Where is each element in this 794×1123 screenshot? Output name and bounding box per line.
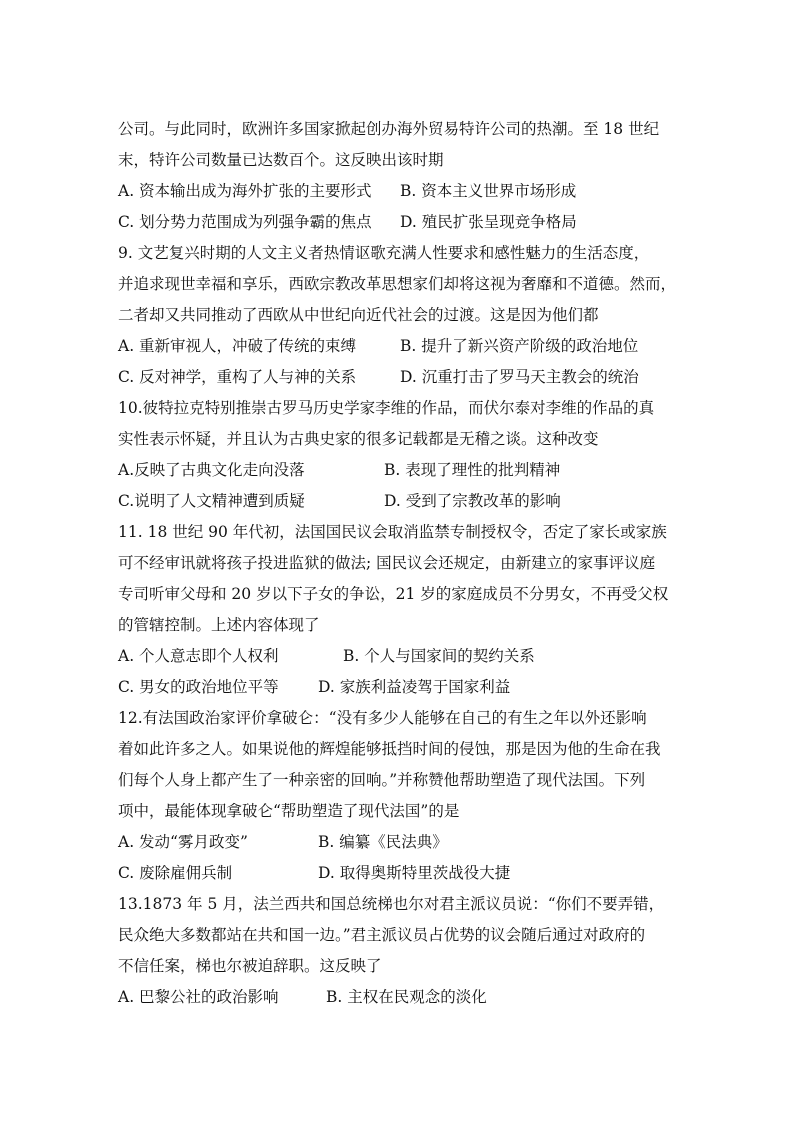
- text-line: 着如此许多之人。如果说他的辉煌能够抵挡时间的侵蚀，那是因为他的生命在我: [118, 740, 661, 758]
- option-b: B. 编纂《民法典》: [318, 833, 448, 851]
- text-line: 实性表示怀疑，并且认为古典史家的很多记载都是无稽之谈。这种改变: [118, 430, 599, 448]
- option-d: D. 殖民扩张呈现竞争格局: [400, 213, 577, 231]
- question-12-stem: 12.有法国政治家评价拿破仑：“没有多少人能够在自己的有生之年以外还影响: [118, 709, 647, 727]
- text-line: 末，特许公司数量已达数百个。这反映出该时期: [118, 151, 444, 169]
- option-a: A. 资本输出成为海外扩张的主要形式: [118, 182, 372, 200]
- text-line: 项中，最能体现拿破仑“帮助塑造了现代法国”的是: [118, 802, 460, 820]
- text-line: 的管辖控制。上述内容体现了: [118, 616, 320, 634]
- option-c: C. 废除雇佣兵制: [118, 864, 233, 882]
- option-row: [118, 486, 678, 517]
- option-row: [118, 672, 678, 703]
- text-line: 们每个人身上都产生了一种亲密的回响。”并称赞他帮助塑造了现代法国。下列: [118, 771, 646, 789]
- option-row: [118, 641, 678, 672]
- option-row: [118, 207, 678, 238]
- option-a: A. 个人意志即个人权利: [118, 647, 279, 665]
- option-a: A. 重新审视人，冲破了传统的束缚: [118, 337, 357, 355]
- option-d: D. 沉重打击了罗马天主教会的统治: [400, 368, 639, 386]
- question-13-stem: 13.1873 年 5 月，法兰西共和国总统梯也尔对君主派议员说：“你们不要弄错，: [118, 895, 665, 913]
- option-a: A. 巴黎公社的政治影响: [118, 988, 279, 1006]
- option-b: B. 主权在民观念的淡化: [326, 988, 487, 1006]
- text-line: 二者却又共同推动了西欧从中世纪向近代社会的过渡。这是因为他们都: [118, 306, 599, 324]
- option-row: [118, 827, 678, 858]
- text-line: 公司。与此同时，欧洲许多国家掀起创办海外贸易特许公司的热潮。至 18 世纪: [118, 120, 660, 138]
- text-line: 并追求现世幸福和享乐，西欧宗教改革思想家们却将这视为奢靡和不道德。然而，: [118, 275, 677, 293]
- option-c: C. 反对神学，重构了人与神的关系: [118, 368, 357, 386]
- option-d: D. 受到了宗教改革的影响: [384, 492, 561, 510]
- question-10-stem: 10.彼特拉克特别推崇古罗马历史学家李维的作品，而伏尔泰对李维的作品的真: [118, 399, 655, 417]
- option-a: A. 发动“雾月政变”: [118, 833, 248, 851]
- option-c: C.说明了人文精神遭到质疑: [118, 492, 305, 510]
- text-line: 专司听审父母和 20 岁以下子女的争讼，21 岁的家庭成员不分男女，不再受父权: [118, 585, 669, 603]
- text-line: 不信任案，梯也尔被迫辞职。这反映了: [118, 957, 382, 975]
- option-b: B. 表现了理性的批判精神: [384, 461, 561, 479]
- option-row: [118, 858, 678, 889]
- option-d: D. 取得奥斯特里茨战役大捷: [318, 864, 511, 882]
- option-a: A.反映了古典文化走向没落: [118, 461, 305, 479]
- option-c: C. 划分势力范围成为列强争霸的焦点: [118, 213, 372, 231]
- option-d: D. 家族利益凌驾于国家利益: [318, 678, 511, 696]
- option-b: B. 个人与国家间的契约关系: [343, 647, 535, 665]
- question-content: [118, 114, 678, 1013]
- option-row: [118, 362, 678, 393]
- option-row: [118, 331, 678, 362]
- option-b: B. 资本主义世界市场形成: [400, 182, 577, 200]
- option-c: C. 男女的政治地位平等: [118, 678, 279, 696]
- text-line: 民众绝大多数都站在共和国一边。”君主派议员占优势的议会随后通过对政府的: [118, 926, 646, 944]
- text-line: 可不经审讯就将孩子投进监狱的做法; 国民议会还规定，由新建立的家事评议庭: [118, 554, 656, 572]
- option-row: [118, 176, 678, 207]
- option-row: [118, 982, 678, 1013]
- question-9-stem: 9. 文艺复兴时期的人文主义者热情讴歌充满人性要求和感性魅力的生活态度，: [118, 244, 650, 262]
- question-11-stem: 11. 18 世纪 90 年代初，法国国民议会取消监禁专制授权令，否定了家长或家族: [118, 523, 667, 541]
- option-row: [118, 455, 678, 486]
- option-b: B. 提升了新兴资产阶级的政治地位: [400, 337, 639, 355]
